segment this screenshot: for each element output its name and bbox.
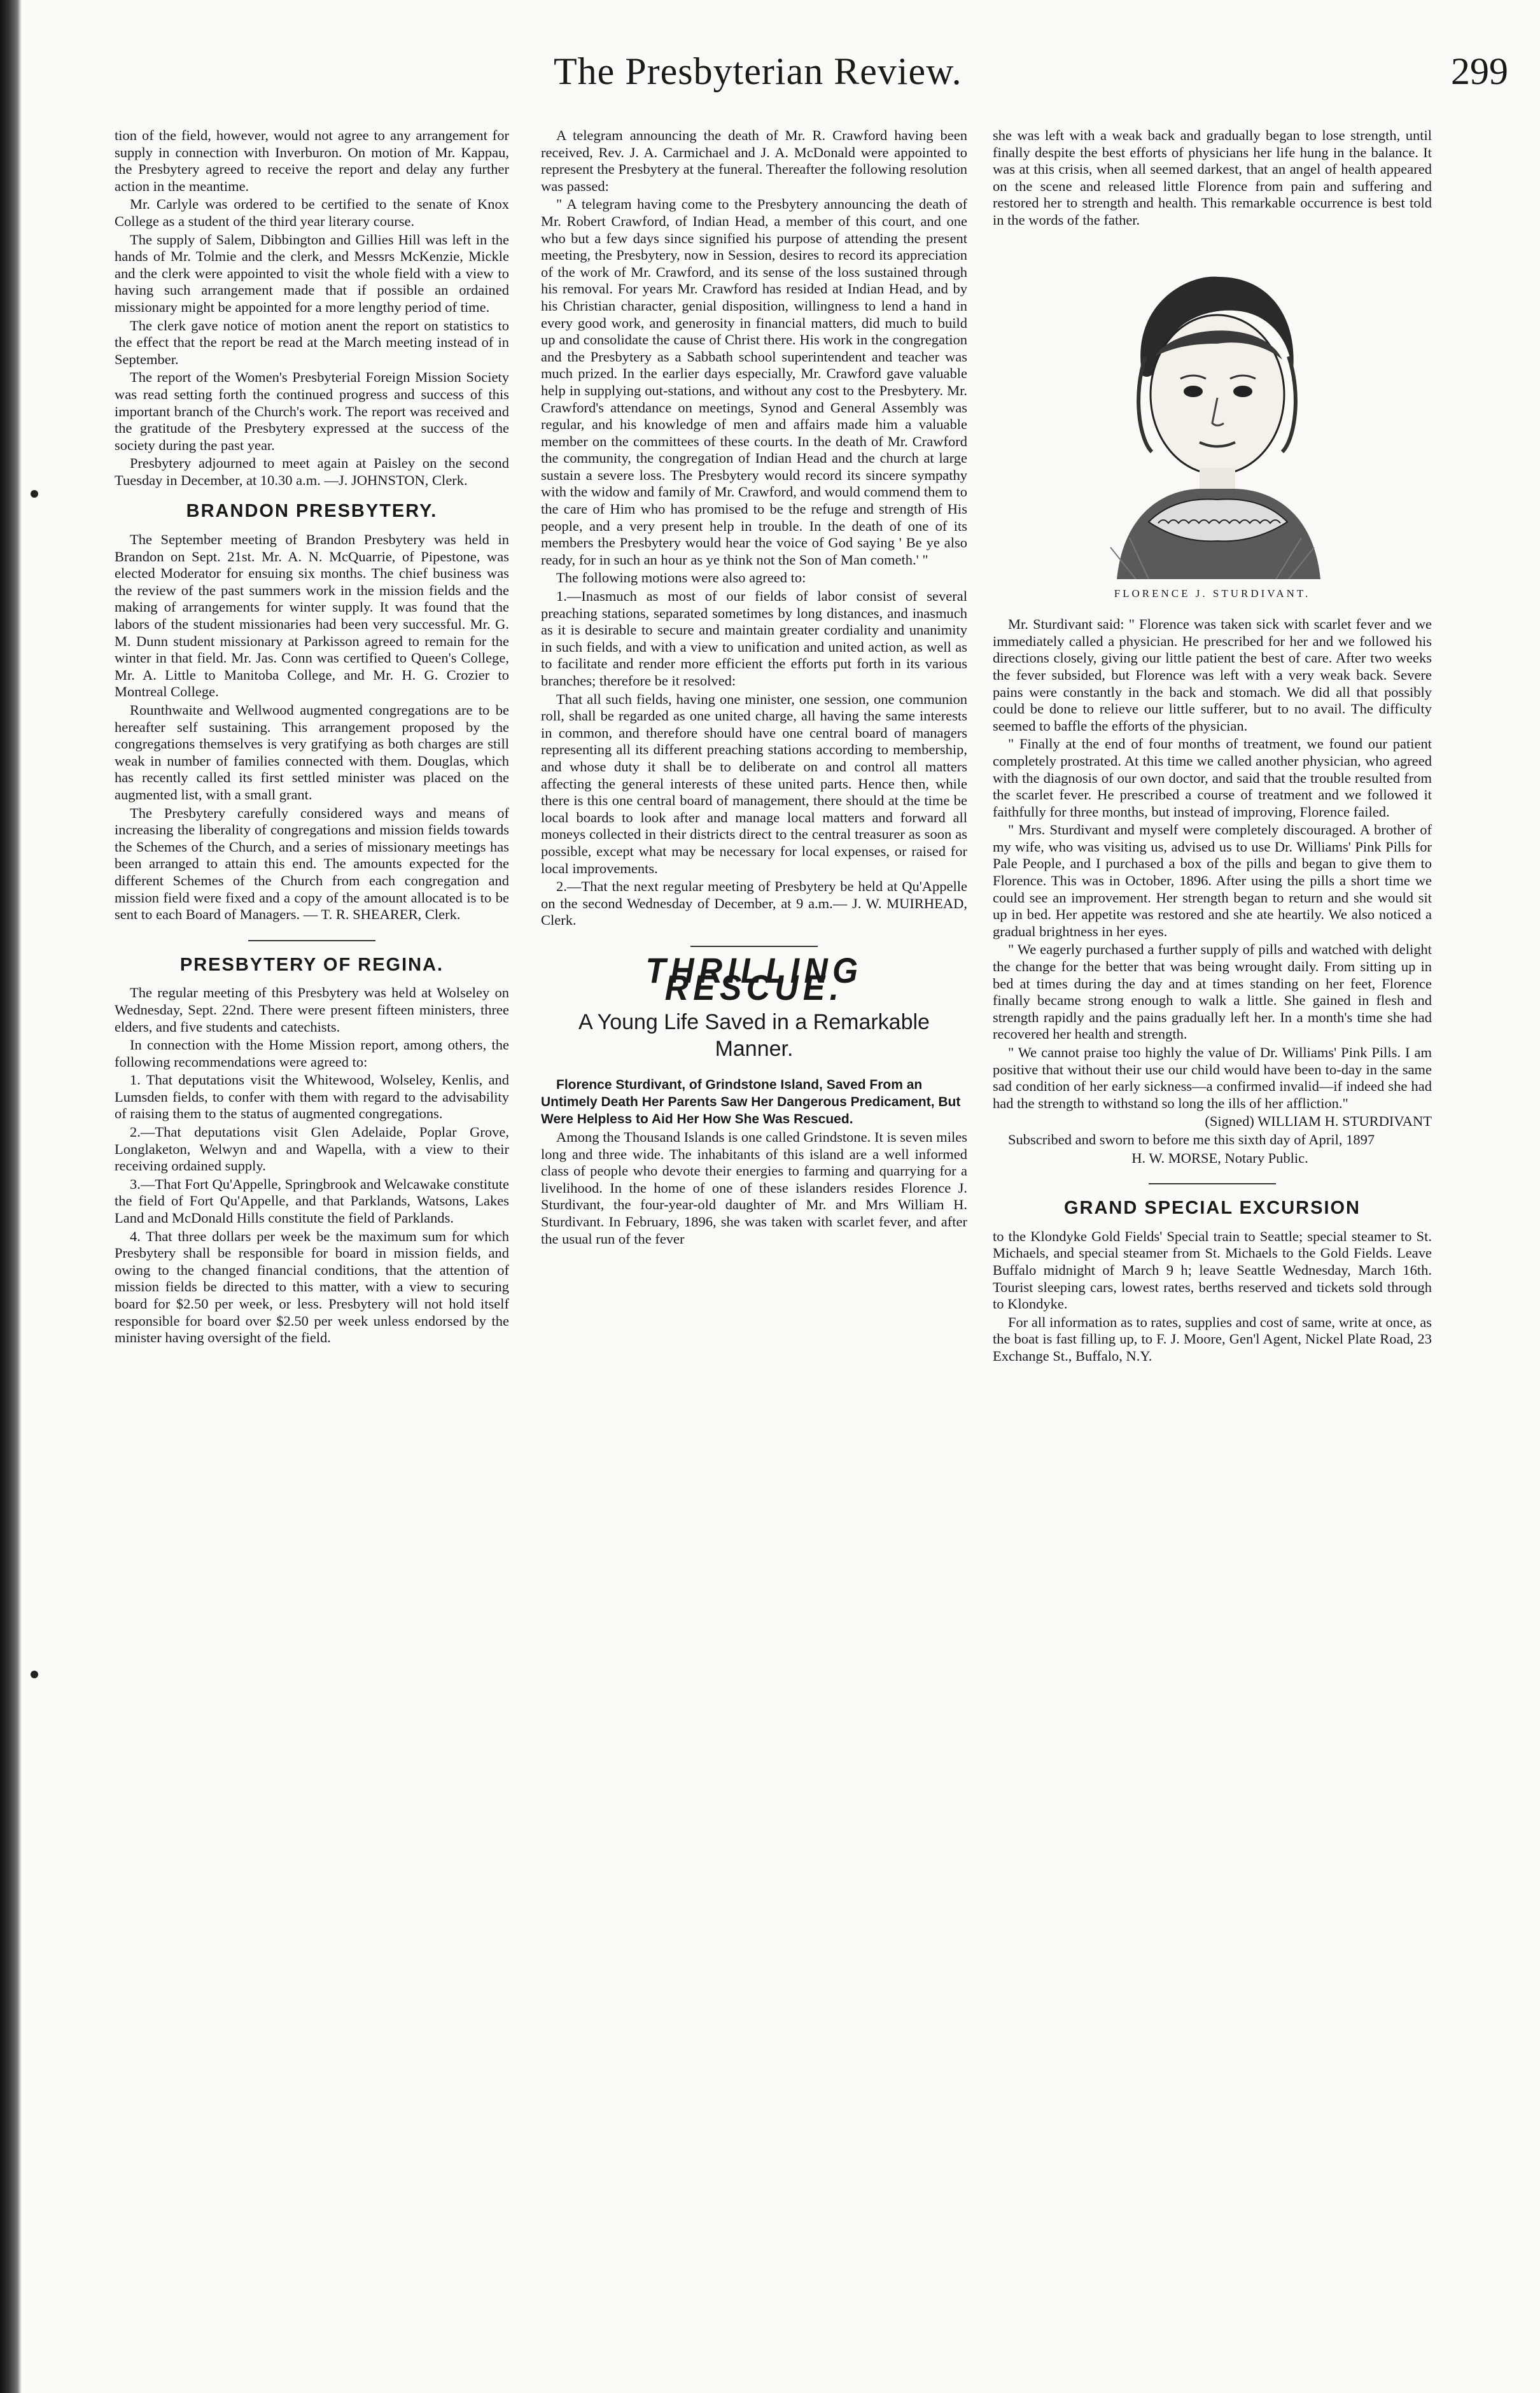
column-left [115, 127, 509, 1348]
margin-dot [31, 490, 38, 498]
paragraph: A telegram announcing the death of Mr. R. Crawford having been received, Rev. J. A. Carmichael and J. A. McDonald were appointed to represent the Presbytery at the funeral. Thereafter the following resolution was passed: [541, 127, 967, 194]
paragraph: For all information as to rates, supplies and cost of same, write at once, as the boat is fast filling up, to F. J. Moore, Gen'l Agent, Nickel Plate Road, 23 Exchange St., Buffalo, N.Y. [993, 1314, 1432, 1364]
page-number: 299 [1451, 50, 1508, 92]
article-subheadline: A Young Life Saved in a Remarkable Manner. [578, 1010, 930, 1062]
paragraph: tion of the field, however, would not agree to any arrangement for supply in connection with Inverburon. On motion of Mr. Kappau, the Presbytery agreed to receive the report and delay any further action in the meantime. [115, 127, 509, 194]
page-binding-edge [0, 0, 22, 2393]
paragraph: In connection with the Home Mission report, among others, the following recommendations were agreed to: [115, 1037, 509, 1070]
paragraph: Mr. Sturdivant said: " Florence was taken sick with scarlet fever and we immediately called a physician. He prescribed for her and we followed his directions closely, giving our little patient the best of care. After two weeks the fever subsided, but Florence was left with a very weak back. Severe pains were constantly in the back and stomach. We did all that possibly could be done to relieve our little sufferer, but to no avail. The difficulty seemed to baffle the efforts of the physician. [993, 616, 1432, 734]
running-title: The Presbyterian Review. [554, 50, 962, 92]
paragraph: Presbytery adjourned to meet again at Paisley on the second Tuesday in December, at 10.30 a.m. —J. JOHNSTON, Clerk. [115, 455, 509, 488]
paragraph: " We eagerly purchased a further supply of pills and watched with delight the change for the better that was being wrought daily. From sitting up in bed at times during the day and at times standing on her feet, Florence finally became strong enough to walk a little. She gained in flesh and strength rapidly and the pains gradually left her. In a month's time she had recovered her health and strength. [993, 941, 1432, 1042]
divider [690, 946, 818, 947]
paragraph: to the Klondyke Gold Fields' Special train to Seattle; special steamer to St. Michaels, and special steamer from St. Michaels to the Gold Fields. Leave Buffalo midnight of March 9 h; leave Seattle Wednesday, March 16th. Tourist sleeping cars, lowest rates, berths reserved and tickets sold through to Klondyke. [993, 1228, 1432, 1312]
divider [1149, 1183, 1276, 1184]
page-header [95, 50, 1521, 120]
section-heading-brandon: BRANDON PRESBYTERY. [186, 501, 438, 522]
paragraph: " Mrs. Sturdivant and myself were completely discouraged. A brother of my wife, who was visiting us, advised us to use Dr. Williams' Pink Pills for Pale People, and I purchased a box of the pills and began to give them to Florence. This was in October, 1896. After using the pills a short time we could see an improvement. Her strength began to return and she would sit up in bed. Her appetite was restored and she ate heartily. We also noticed a gradual brightness in her eyes. [993, 822, 1432, 939]
paragraph: The clerk gave notice of motion anent the report on statistics to the effect that the report be read at the March meeting instead of in September. [115, 317, 509, 367]
signature-line: (Signed) WILLIAM H. STURDIVANT [1205, 1113, 1432, 1130]
column-middle [541, 127, 967, 1249]
paragraph: 4. That three dollars per week be the maximum sum for which Presbytery shall be responsible for board in mission fields, and owing to the changed financial conditions, that the attention of mission fields be directed to this matter, with a view to securing board for $2.50 per week, or less. Presbytery will not hold itself responsible for board over $2.50 per week unless endorsed by the minister having oversight of the field. [115, 1228, 509, 1346]
paragraph: " We cannot praise too highly the value of Dr. Williams' Pink Pills. I am positive that without their use our child would have been to-day in the same sad condition of her early sickness—a confirmed invalid—if indeed she had had the strength to withstand so long the ills of her affliction." [993, 1044, 1432, 1111]
column-right [993, 127, 1432, 1366]
paragraph: The supply of Salem, Dibbington and Gillies Hill was left in the hands of Mr. Tolmie and the clerk, and Messrs McKenzie, Mickle and the clerk were appointed to visit the whole field with a view to having such arrangement made that if possible an ordained missionary might be appointed for a more lengthy period of time. [115, 231, 509, 315]
paragraph: 2.—That deputations visit Glen Adelaide, Poplar Grove, Longlaketon, Welwyn and and Wapella, with a view to their receiving ordained supply. [115, 1124, 509, 1174]
section-heading-regina: PRESBYTERY OF REGINA. [179, 954, 444, 975]
paragraph: That all such fields, having one minister, one session, one communion roll, shall be regarded as one united charge, all having the same interests in common, and therefore should have one central board of managers representing all its different preaching stations according to membership, and whose duty it shall be to deliberate on and control all matters affecting the general interests of these united parts. Hence then, while there is this one central board of management, there should at the time be local boards to look after and manage local matters and forward all moneys collected in their districts direct to the central treasurer as soon as possible, except what may be necessary for local expenses, or raised for local improvements. [541, 691, 967, 876]
paragraph: " A telegram having come to the Presbytery announcing the death of Mr. Robert Crawford, of Indian Head, a member of this court, and one who but a few days since signified his purpose of attending the present meeting, the Presbytery, now in Session, desires to record its appreciation of the work of Mr. Crawford, and its sense of the loss sustained through his removal. For years Mr. Crawford has resided at Indian Head, and by his Christian character, genial disposition, willingness to lend a hand in every good work, and generosity in financial matters, did much to build up and consolidate the cause of Christ there. His work in the congregation and the Presbytery as a Sabbath school superintendent and teacher was much prized. In the earlier days especially, Mr. Crawford gave valuable help in supplying out-stations, and without any cost to the Presbytery. Mr. Crawford's attendance on meetings, Synod and General Assembly was regular, and his knowledge of men and affairs made him a valuable member on the committees of these courts. In the death of Mr. Crawford the community, the congregation of Indian Head and the church at large sustain a severe loss. The Presbytery would record its sincere sympathy with the widow and family of Mr. Crawford, and would commend them to the care of Him who has promised to be the refuge and strength of His people, and a very present help in trouble. In the death of one of its members the Presbytery would hear the voice of God saying ' Be ye also ready, for in such an hour as ye think not the Son of Man cometh.' " [541, 196, 967, 568]
notary-line: H. W. MORSE, Notary Public. [1131, 1149, 1308, 1166]
paragraph: " Finally at the end of four months of treatment, we found our patient completely prostrated. At this time we called another physician, who agreed with the diagnosis of our own doctor, and said that the trouble resulted from the scarlet fever. He prescribed a course of treatment and we followed it faithfully for three months, but instead of improving, Florence failed. [993, 736, 1432, 820]
paragraph: The following motions were also agreed to: [556, 570, 806, 586]
paragraph: 2.—That the next regular meeting of Presbytery be held at Qu'Appelle on the second Wednesday of December, at 9 a.m.— J. W. MUIRHEAD, Clerk. [541, 878, 967, 929]
paragraph: The Presbytery carefully considered ways and means of increasing the liberality of congregations and mission fields towards the Schemes of the Church, and a series of missionary meetings has been arranged to attain this end. The amounts expected for the different Schemes of the Church from each congregation and mission field were fixed and a copy of the amount allocated is to be sent to each Board of Managers. — T. R. SHEARER, Clerk. [115, 804, 509, 923]
article-deck: Florence Sturdivant, of Grindstone Island, Saved From an Untimely Death Her Parents Saw Her Dangerous Predicament, But Were Helpless to Aid Her How She Was Rescued. [541, 1077, 961, 1127]
divider [248, 940, 375, 941]
paragraph: Rounthwaite and Wellwood augmented congregations are to be hereafter self sustaining. This arrangement proposed by the congregations themselves is very gratifying as both charges are still weak in number of families connected with them. Douglas, which has recently called its first settled minister was placed on the augmented list, with a small grant. [115, 702, 509, 803]
paragraph: 1.—Inasmuch as most of our fields of labor consist of several preaching stations, separated sometimes by long distances, and inasmuch as it is desirable to secure and maintain greater cordiality and unanimity in such fields, and with a view to unification and united action, as well as to facilitate and render more efficient the efforts put forth in its various branches; therefore be it resolved: [541, 588, 967, 689]
section-heading-excursion: GRAND SPECIAL EXCURSION [1063, 1198, 1361, 1219]
portrait-illustration [1072, 248, 1352, 579]
paragraph: Mr. Carlyle was ordered to be certified to the senate of Knox College as a student of the third year literary course. [115, 196, 509, 229]
paragraph: The regular meeting of this Presbytery was held at Wolseley on Wednesday, Sept. 22nd. There were present fifteen ministers, three elders, and five students and catechists. [115, 985, 509, 1035]
portrait-caption: FLORENCE J. STURDIVANT. [1114, 587, 1311, 600]
paragraph: Subscribed and sworn to before me this sixth day of April, 1897 [1008, 1131, 1375, 1147]
paragraph: she was left with a weak back and gradually began to lose strength, until finally despite the best efforts of physicians her life hung in the balance. It was at this crisis, when all seemed darkest, that an angel of health appeared on the scene and released little Florence from pain and suffering and restored her to strength and health. This remarkable occurrence is best told in the words of the father. [993, 127, 1432, 228]
article-headline: THRILLING RESCUE. [645, 950, 863, 1007]
paragraph: Among the Thousand Islands is one called Grindstone. It is seven miles long and three wide. The inhabitants of this island are a well informed class of people who devote their energies to farming and quarrying for a livelihood. In the home of one of these islanders resides Florence J. Sturdivant, the four-year-old daughter of Mr. and Mrs William H. Sturdivant. In February, 1896, she was taken with scarlet fever, and after the usual run of the fever [541, 1129, 967, 1247]
paragraph: The report of the Women's Presbyterial Foreign Mission Society was read setting forth the continued progress and success of this important branch of the Church's work. The report was received and the gratitude of the Presbytery expressed at the success of the society during the past year. [115, 369, 509, 453]
paragraph: The September meeting of Brandon Presbytery was held in Brandon on Sept. 21st. Mr. A. N. McQuarrie, of Pipestone, was elected Moderator for ensuing six months. The chief business was the review of the past summers work in the mission fields and the making of arrangements for winter supply. It was found that the labors of the student missionaries had been very successful. Mr. G. M. Dunn student missionary at Parkisson agreed to remain for the winter in that field. Mr. Jas. Conn was certified to Queen's College, Mr. A. Little to Manitoba College, and Mr. H. G. Crozier to Montreal College. [115, 531, 509, 700]
paragraph: 3.—That Fort Qu'Appelle, Springbrook and Welcawake constitute the field of Fort Qu'Appelle, and that Parklands, Watsons, Lakes Land and McDonald Hills constitute the field of Parklands. [115, 1175, 509, 1226]
margin-dot [31, 1671, 38, 1678]
paragraph: 1. That deputations visit the Whitewood, Wolseley, Kenlis, and Lumsden fields, to confer with them with regard to the advisability of raising them to the status of augmented congregations. [115, 1072, 509, 1122]
